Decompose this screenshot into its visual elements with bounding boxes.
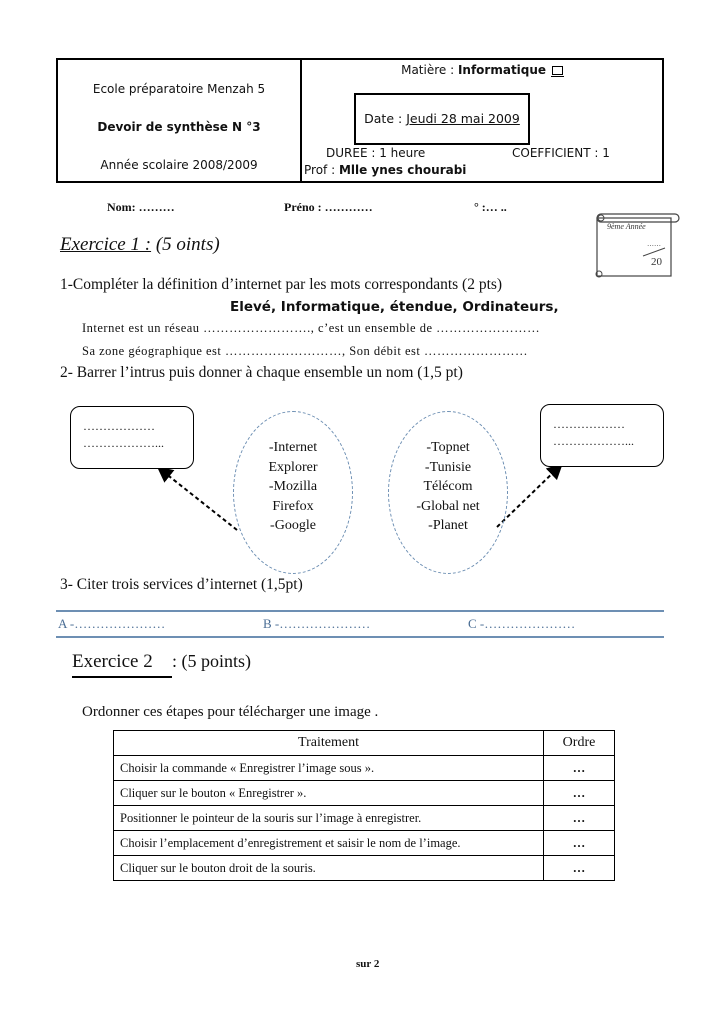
order-input[interactable]: … — [544, 856, 615, 881]
grade-total: 20 — [651, 256, 662, 268]
set-2-items: -Topnet -Tunisie Télécom -Global net -Planet — [416, 440, 480, 533]
exercise1-title: Exercice 1 : (5 oints) — [60, 234, 220, 255]
grade-blank[interactable]: …… — [647, 240, 661, 248]
coefficient: COEFFICIENT : 1 — [512, 146, 610, 160]
question-2: 2- Barrer l’intrus puis donner à chaque ensemble un nom (1,5 pt) — [60, 364, 463, 381]
date-value: Jeudi 28 mai 2009 — [406, 111, 520, 126]
subject-value: Informatique — [457, 63, 547, 77]
column-traitement: Traitement — [114, 731, 544, 756]
table-row: Cliquer sur le bouton « Enregistrer ». … — [114, 781, 615, 806]
service-c[interactable]: C -………………… — [468, 616, 576, 631]
set-1-items: -Internet Explorer -Mozilla Firefox -Google — [268, 440, 318, 533]
question-1: 1-Compléter la définition d’internet par les mots correspondants (2 pts) — [60, 276, 503, 293]
divider-top — [56, 610, 664, 612]
word-bank: Elevé, Informatique, étendue, Ordinateurs, — [230, 299, 559, 315]
grade-class: 9ème Année — [607, 222, 646, 231]
service-a[interactable]: A -………………… — [58, 616, 166, 631]
order-input[interactable]: … — [544, 831, 615, 856]
school-year: Année scolaire 2008/2009 — [100, 158, 258, 172]
fill-line-2[interactable]: Sa zone géographique est ………………………, Son débit est …………………… — [82, 344, 528, 358]
fill-line-1[interactable]: Internet est un réseau ……………………., c’est un ensemble de …………………… — [82, 321, 541, 335]
duration: DUREE : 1 heure — [326, 146, 426, 160]
steps-table — [113, 730, 615, 881]
table-row: Positionner le pointeur de la souris sur l’image à enregistrer. … — [114, 806, 615, 831]
answer-box-left[interactable]: ……………… ………………... — [70, 406, 194, 469]
order-input[interactable]: … — [544, 806, 615, 831]
table-row: Choisir la commande « Enregistrer l’image sous ». … — [114, 756, 615, 781]
question-3: 3- Citer trois services d’internet (1,5pt) — [60, 576, 303, 593]
table-header — [114, 731, 615, 756]
column-ordre: Ordre — [544, 731, 615, 756]
school-name: Ecole préparatoire Menzah 5 — [92, 82, 266, 96]
exam-title: Devoir de synthèse N °3 — [97, 120, 261, 134]
field-nom[interactable]: Nom: ……… — [107, 200, 175, 214]
divider-bottom — [56, 636, 664, 638]
table-row: Cliquer sur le bouton droit de la souris. … — [114, 856, 615, 881]
page-footer: sur 2 — [356, 958, 380, 970]
order-input[interactable]: … — [544, 781, 615, 806]
exercise2-instruction: Ordonner ces étapes pour télécharger une image . — [82, 704, 379, 720]
subject: Matière : Informatique — [302, 63, 662, 77]
order-input[interactable]: … — [544, 756, 615, 781]
date-box: Date : Jeudi 28 mai 2009 — [354, 93, 530, 145]
field-prenom[interactable]: Préno : ………… — [284, 200, 373, 214]
exercise2-title: Exercice 2: (5 points) — [72, 651, 251, 678]
field-numero[interactable]: ° :… .. — [474, 200, 507, 214]
answer-box-right[interactable]: ……………… ………………... — [540, 404, 664, 467]
teacher: Prof : Mlle ynes chourabi — [304, 163, 467, 177]
table-row: Choisir l’emplacement d’enregistrement et saisir le nom de l’image. … — [114, 831, 615, 856]
service-b[interactable]: B -………………… — [263, 616, 371, 631]
